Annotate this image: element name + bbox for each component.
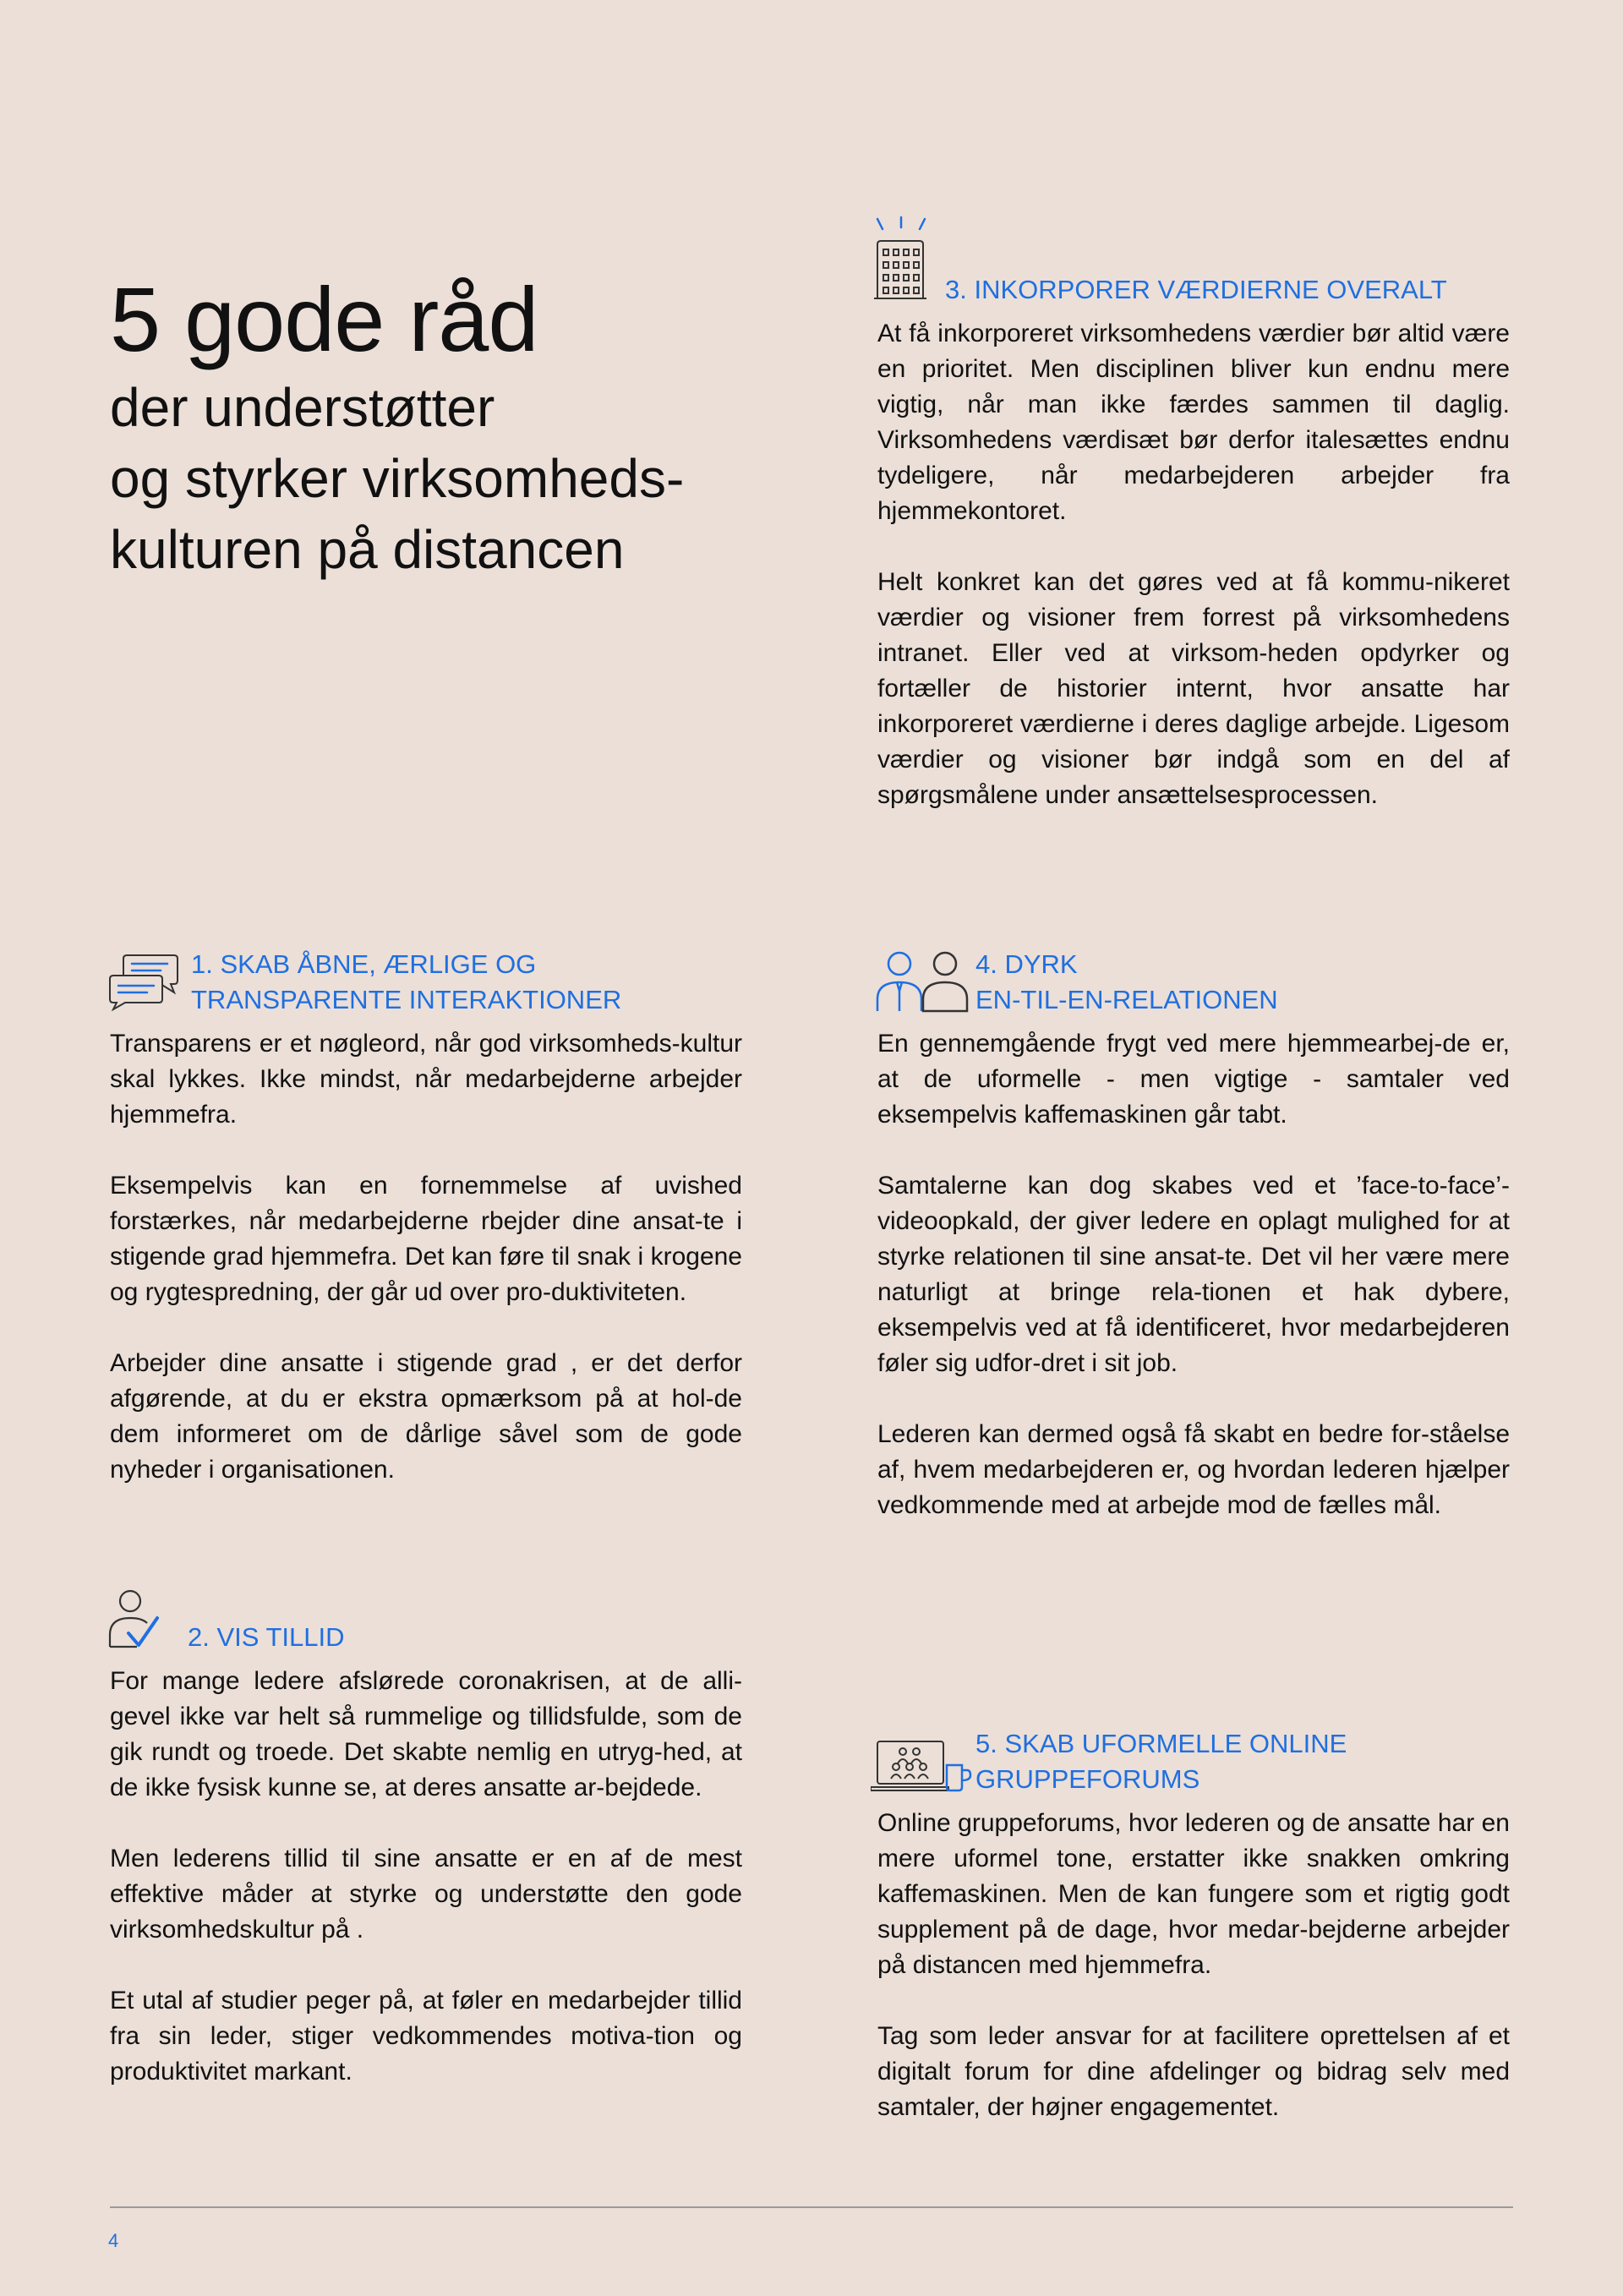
section-5-paragraph: Online gruppeforums, hvor lederen og de ansatte har en mere uformel tone, erstatter ikke snakken omkring kaffemaskinen. Men de kan fungere som et rigtig godt supplement på de dage, hvor medar-bejderne arbejder på distancen med hjemmefra. bbox=[877, 1809, 1510, 1979]
heading-line: 5. SKAB UFORMELLE ONLINE bbox=[975, 1729, 1347, 1758]
heading-line: EN-TIL-EN-RELATIONEN bbox=[975, 985, 1278, 1014]
section-4-paragraph: En gennemgående frygt ved mere hjemmearbej-de er, at de uformelle - men vigtige - samtaler ved eksempelvis kaffemaskinen går tabt. bbox=[877, 1030, 1510, 1129]
subtitle-line: der understøtter bbox=[110, 377, 495, 438]
heading-line: 4. DYRK bbox=[975, 949, 1078, 979]
section-1-heading bbox=[110, 947, 742, 1018]
heading-line: GRUPPEFORUMS bbox=[975, 1764, 1200, 1794]
heading-line: 1. SKAB ÅBNE, ÆRLIGE OG bbox=[191, 949, 537, 979]
heading-line: TRANSPARENTE INTERAKTIONER bbox=[191, 985, 622, 1014]
section-3-paragraph: Helt konkret kan det gøres ved at få kommu-nikeret værdier og visioner frem forrest på virksomhedens intranet. Eller ved at virksom-heden opdyrker og fortæller de historier internt, hvor ansatte har inkorporeret værdierne i deres daglige arbejde. Ligesom værdier og visioner bør indgå som en del af spørgsmålene under ansættelsesprocessen. bbox=[877, 568, 1510, 809]
page-title: 5 gode råd bbox=[110, 268, 538, 370]
section-2-paragraph: Et utal af studier peger på, at føler en medarbejder tillid fra sin leder, stiger vedkommendes motiva-tion og produktivitet markant. bbox=[110, 1987, 742, 2086]
section-2-paragraph: Men lederens tillid til sine ansatte er en af de mest effektive måder at styrke og understøtte den gode virksomhedskultur på . bbox=[110, 1845, 742, 1943]
section-5-heading bbox=[877, 1726, 1510, 1797]
page-subtitle bbox=[110, 372, 837, 585]
section-1-paragraph: Eksempelvis kan en fornemmelse af uvished forstærkes, når medarbejderne rbejder dine ansat-te i stigende grad hjemmefra. Det kan føre til snak i krogene og rygtespredning, der går ud over pro-duktiviteten. bbox=[110, 1172, 742, 1306]
subtitle-line: kulturen på distancen bbox=[110, 519, 625, 580]
section-1-paragraph: Transparens er et nøgleord, når god virksomheds-kultur skal lykkes. Ikke mindst, når medarbejderne arbejder hjemmefra. bbox=[110, 1030, 742, 1129]
section-3-heading bbox=[877, 272, 1510, 308]
section-4-paragraph: Samtalerne kan dog skabes ved et ’face-to-face’-videoopkald, der giver ledere en oplagt mulighed for at styrke relationen til sine ansat-te. Det vil her være mere naturligt at bringe rela-tionen et hak dybere, eksempelvis ved at få identificeret, hvor medarbejderen føler sig udfor-dret i sit job. bbox=[877, 1172, 1510, 1377]
section-4-paragraph: Lederen kan dermed også få skabt en bedre for-ståelse af, hvem medarbejderen er, og hvordan lederen hjælper vedkommende med at arbejde mod de fælles mål. bbox=[877, 1420, 1510, 1519]
heading-line: 3. INKORPORER VÆRDIERNE OVERALT bbox=[945, 275, 1447, 304]
section-2-heading bbox=[110, 1620, 742, 1655]
page-number: 4 bbox=[108, 2230, 119, 2251]
section-1 bbox=[110, 947, 742, 1488]
section-2-paragraph: For mange ledere afslørede coronakrisen, at de alli-gevel ikke var helt så rummelige og tillidsfulde, som de gik rundt og troede. Det skabte nemlig en utryg-hed, at de ikke fysisk kunne se, at deres ansatte ar-bejdede. bbox=[110, 1667, 742, 1801]
subtitle-line: og styrker virksomheds- bbox=[110, 448, 685, 509]
section-3-paragraph: At få inkorporeret virksomhedens værdier bør altid være en prioritet. Men disciplinen bliver kun endnu mere vigtig, når man ikke færdes sammen til daglig. Virksomhedens værdisæt bør derfor italesættes endnu tydeligere, når medarbejderen arbejder fra hjemmekontoret. bbox=[877, 320, 1510, 525]
section-1-paragraph: Arbejder dine ansatte i stigende grad , er det derfor afgørende, at du er ekstra opmærksom på at hol-de dem informeret om de dårlige såvel som de gode nyheder i organisationen. bbox=[110, 1349, 742, 1484]
section-5 bbox=[877, 1726, 1510, 2125]
section-4-heading bbox=[877, 947, 1510, 1018]
section-4 bbox=[877, 947, 1510, 1523]
footer-divider bbox=[110, 2206, 1513, 2208]
section-2 bbox=[110, 1620, 742, 2090]
section-5-paragraph: Tag som leder ansvar for at facilitere oprettelsen af et digitalt forum for dine afdelinger og bidrag selv med samtaler, der højner engagementet. bbox=[877, 2022, 1510, 2121]
section-3 bbox=[877, 272, 1510, 813]
heading-line: 2. VIS TILLID bbox=[188, 1622, 345, 1652]
